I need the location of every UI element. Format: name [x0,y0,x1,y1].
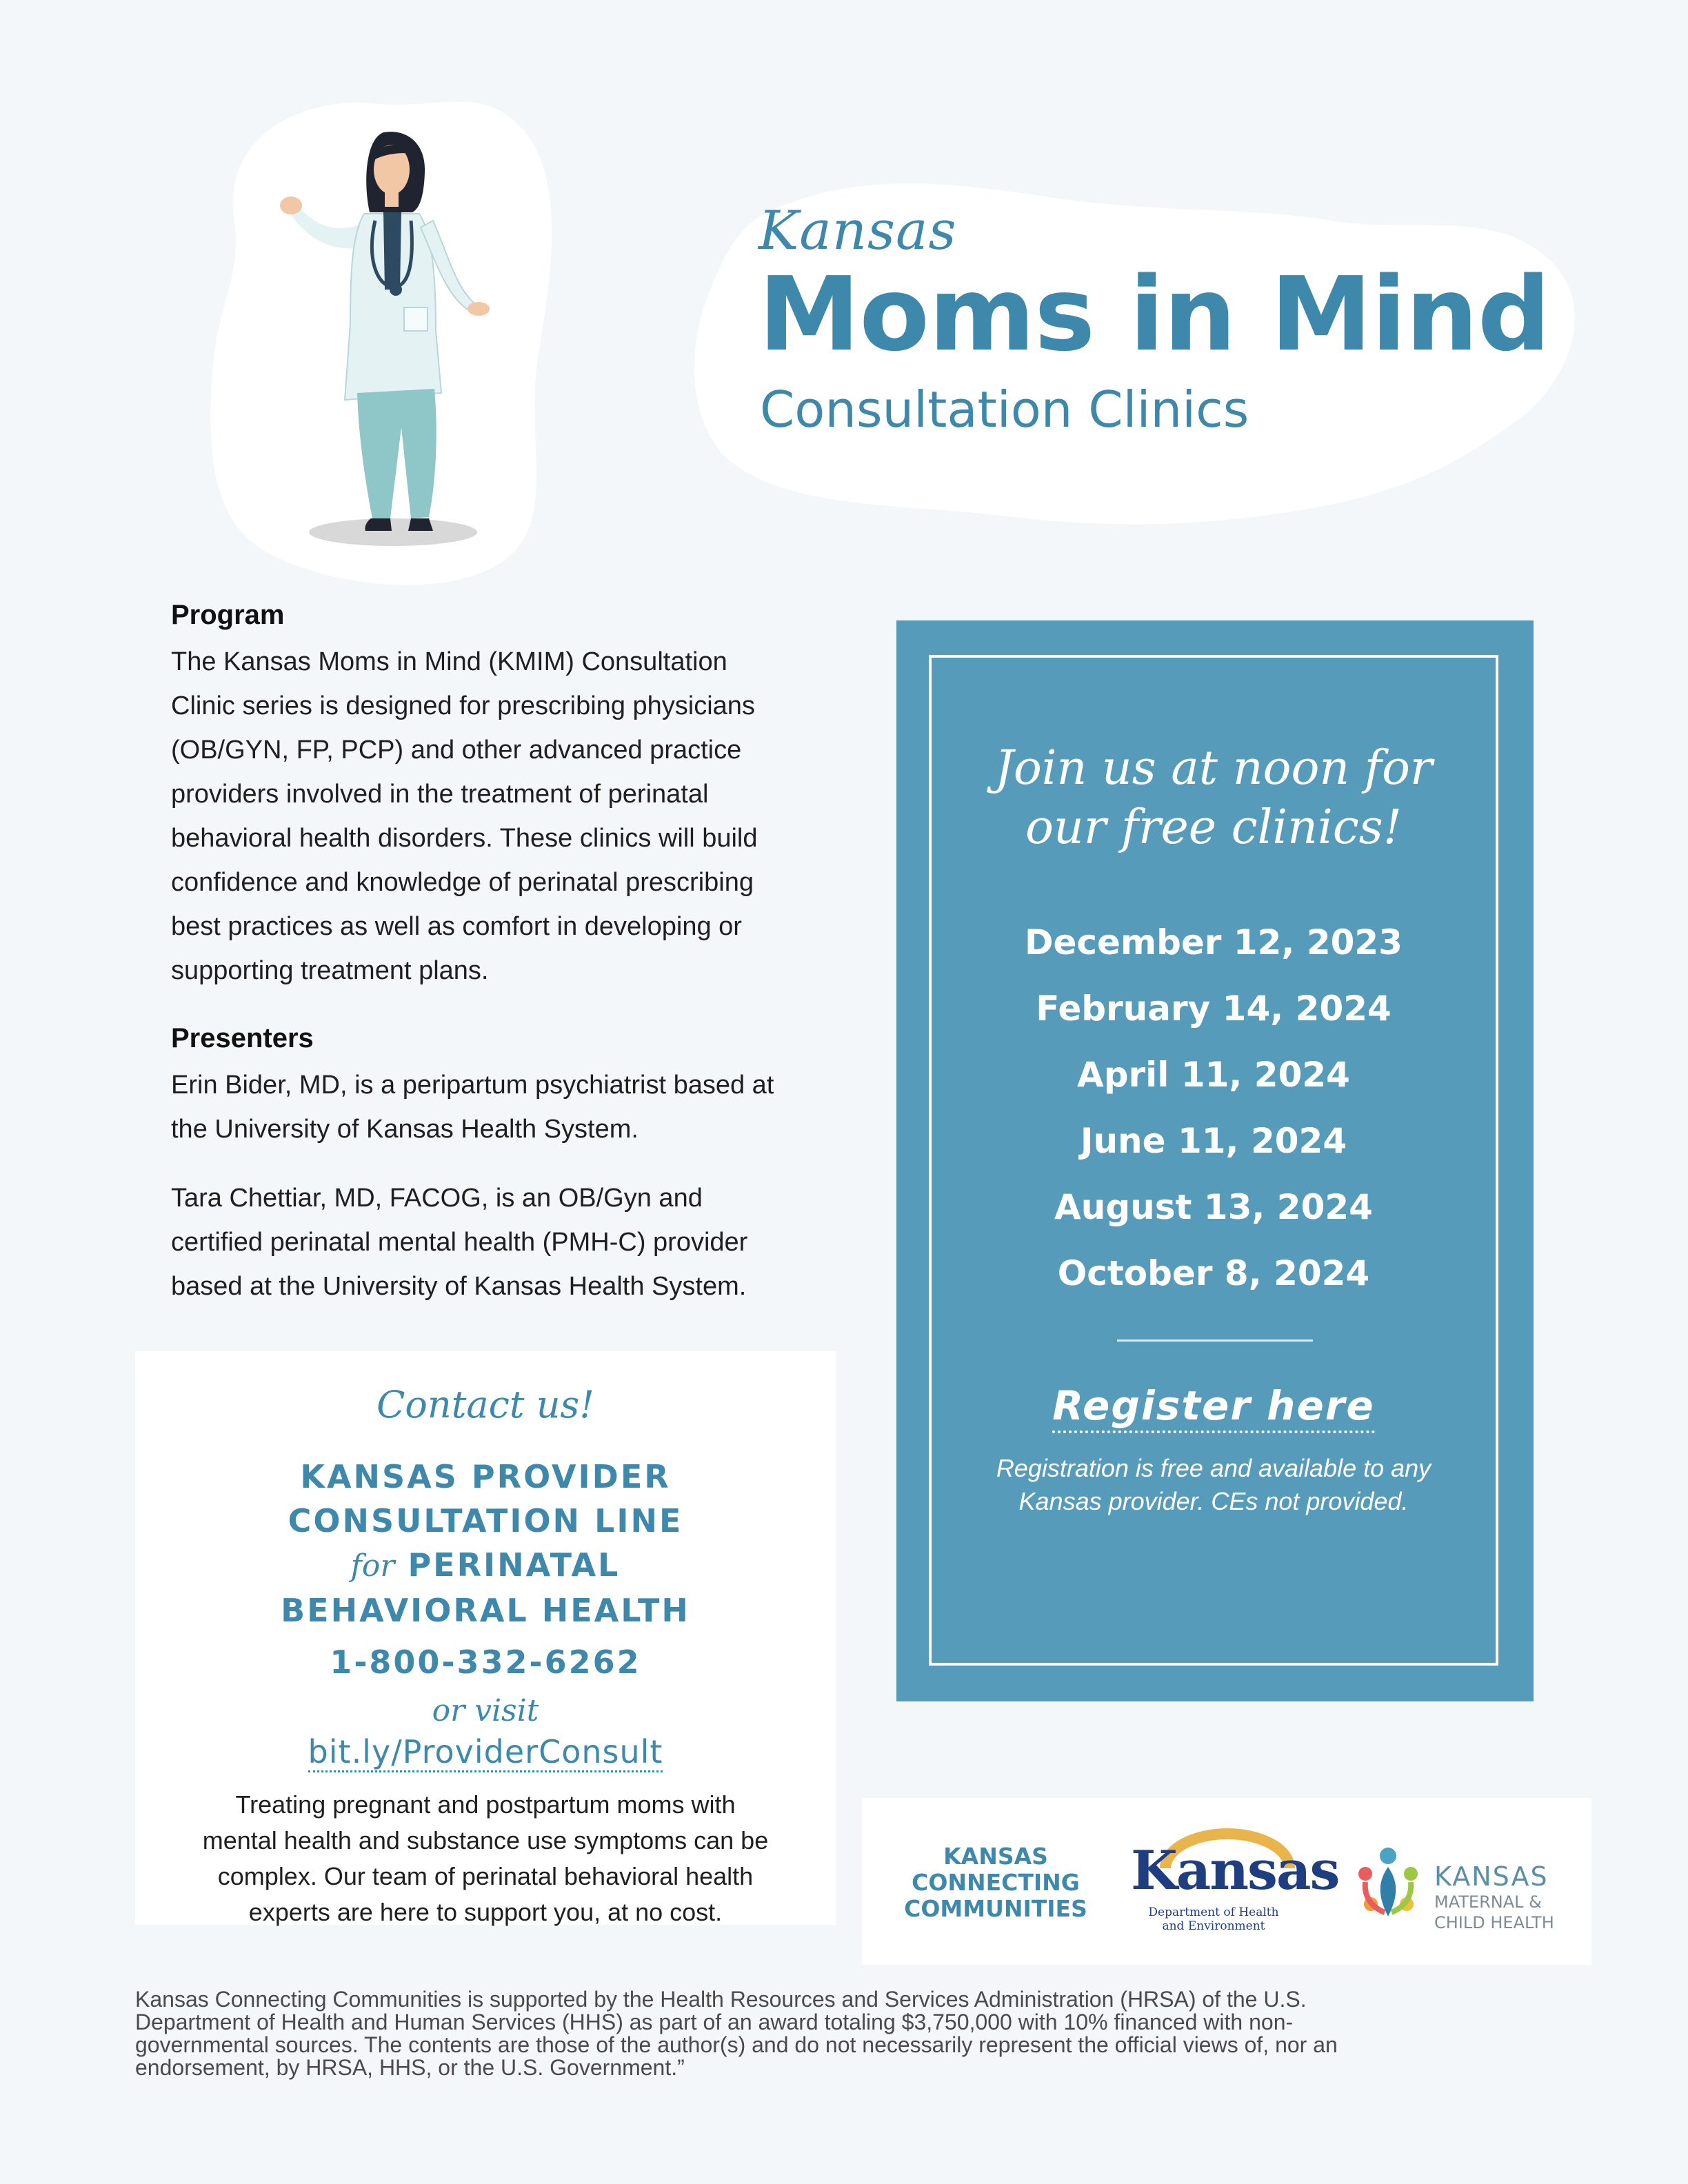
footer-line: governmental sources. The contents are those of the author(s) and do not necessarily represent the official views of, nor an [135,2032,1338,2057]
join-heading-line2: our free clinics! [1025,800,1403,855]
presenters-heading: Presenters [171,1023,314,1053]
funding-disclaimer [135,1988,1556,2079]
consult-line-1: KANSAS PROVIDER [300,1458,671,1495]
presenter-tara-chettiar [171,1176,861,1308]
contact-body-line: Treating pregnant and postpartum moms with [235,1790,736,1819]
program-line: best practices as well as comfort in developing or [171,912,742,941]
program-line: providers involved in the treatment of perinatal [171,780,709,809]
program-line: supporting treatment plans. [171,956,489,985]
program-line: Clinic series is designed for prescribing physicians [171,691,755,720]
contact-body-line: complex. Our team of perinatal behavioral health [217,1862,754,1890]
header-kansas: Kansas [758,200,957,262]
maternal-child-health-icon [1350,1841,1426,1930]
doctor-illustration [248,124,510,552]
presenter-line: based at the University of Kansas Health System. [171,1272,747,1301]
kcc-line: CONNECTING [912,1869,1080,1896]
kdhe-logo-subtitle [1131,1905,1296,1933]
program-line: (OB/GYN, FP, PCP) and other advanced practice [171,736,742,765]
program-line: The Kansas Moms in Mind (KMIM) Consultation [171,647,727,676]
presenter-line: the University of Kansas Health System. [171,1115,639,1144]
provider-consult-url[interactable]: bit.ly/ProviderConsult [308,1733,663,1772]
consultation-line-name [135,1455,836,1632]
presenter-line: Erin Bider, MD, is a peripartum psychiatrist based at [171,1071,774,1100]
clinic-date: June 11, 2024 [1080,1121,1347,1161]
clinic-date: October 8, 2024 [1057,1253,1370,1293]
kansas-connecting-communities-logo [885,1843,1106,1922]
consult-line-4: BEHAVIORAL HEALTH [281,1592,690,1629]
presenter-line: certified perinatal mental health (PMH-C) provider [171,1228,748,1257]
kdhe-sub-line: Department of Health [1148,1905,1279,1919]
footer-line: Kansas Connecting Communities is supported by the Health Resources and Services Administration (HRSA) of the U.S. [135,1987,1307,2012]
program-heading: Program [171,600,285,630]
contact-description [135,1787,836,1930]
program-text [171,640,861,993]
register-link-label[interactable]: Register here [1052,1382,1374,1433]
or-visit: or visit [432,1693,539,1728]
join-heading-line1: Join us at noon for [994,741,1433,796]
consult-line-3 [135,1543,836,1588]
kdhe-logo-wordmark: Kansas [1131,1839,1339,1902]
kcc-line: COMMUNITIES [904,1895,1087,1922]
clinic-date: April 11, 2024 [1077,1055,1350,1095]
presenter-line: Tara Chettiar, MD, FACOG, is an OB/Gyn and [171,1184,703,1213]
footer-line: endorsement, by HRSA, HHS, or the U.S. Government.” [135,2055,685,2080]
kansas-maternal-child-health-logo [1434,1861,1554,1933]
clinic-date: December 12, 2023 [1025,922,1403,962]
for-word: for [350,1548,395,1584]
program-line: confidence and knowledge of perinatal prescribing [171,868,754,897]
program-line: behavioral health disorders. These clinics will build [171,824,758,853]
phone-number[interactable]: 1-800-332-6262 [330,1644,641,1681]
contact-heading: Contact us! [376,1383,594,1426]
consult-line-3-text: PERINATAL [408,1546,621,1584]
consult-line-2: CONSULTATION LINE [288,1502,683,1539]
kmch-line: KANSAS [1434,1861,1549,1892]
kdhe-sub-line: and Environment [1162,1919,1265,1933]
contact-body-line: mental health and substance use symptoms can be [202,1826,769,1854]
kmch-line: CHILD HEALTH [1434,1913,1554,1932]
registration-note-line1: Registration is free and available to any [996,1454,1431,1482]
divider [1117,1339,1313,1342]
kmch-line: MATERNAL & [1434,1892,1542,1912]
presenter-erin-bider [171,1063,861,1151]
provider-consult-link[interactable] [135,1733,836,1770]
registration-note-line2: Kansas provider. CEs not provided. [1018,1487,1409,1515]
clinic-date: February 14, 2024 [1036,989,1391,1029]
clinic-date: August 13, 2024 [1054,1187,1373,1227]
footer-line: Department of Health and Human Services (HHS) as part of an award totaling $3,750,000 with 10% financed with non- [135,2010,1294,2034]
contact-body-line: experts are here to support you, at no cost. [248,1898,723,1926]
page-subtitle: Consultation Clinics [760,381,1249,438]
kcc-line: KANSAS [943,1843,1048,1870]
register-link[interactable] [929,1382,1498,1429]
page-title: Moms in Mind [758,255,1550,374]
